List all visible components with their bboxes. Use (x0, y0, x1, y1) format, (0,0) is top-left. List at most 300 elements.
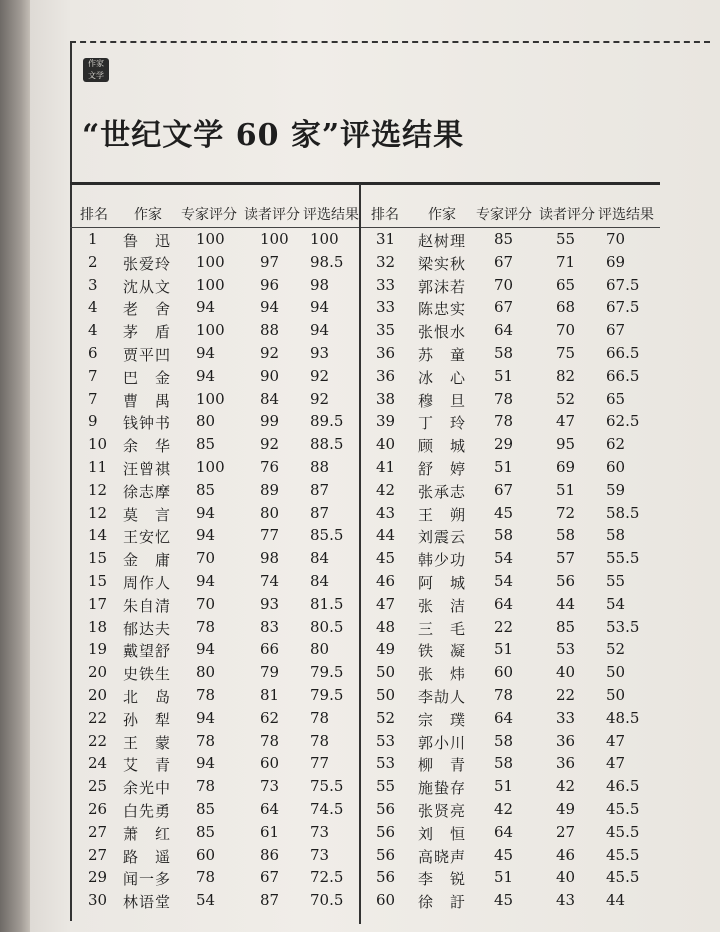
left-cell-rank: 25 (88, 777, 108, 796)
left-cell-reader: 84 (260, 389, 280, 408)
left-cell-result: 70.5 (310, 891, 344, 910)
left-cell-expert: 94 (196, 754, 216, 773)
left-cell-reader: 92 (260, 344, 280, 362)
right-cell-expert: 64 (494, 594, 514, 613)
left-cell-author: 王 蒙 (123, 733, 172, 752)
right-cell-expert: 22 (494, 617, 514, 636)
right-cell-rank: 41 (376, 458, 396, 476)
right-cell-result: 53.5 (606, 617, 640, 636)
right-cell-expert: 67 (494, 298, 514, 317)
left-cell-author: 钱钟书 (123, 414, 172, 433)
right-cell-rank: 33 (376, 275, 396, 294)
left-cell-expert: 60 (196, 845, 216, 864)
left-cell-author: 巴 金 (123, 368, 172, 387)
left-cell-rank: 22 (88, 731, 108, 750)
right-cell-result: 54 (606, 594, 626, 613)
right-cell-author: 苏 童 (418, 346, 467, 364)
left-cell-author: 北 岛 (123, 688, 172, 706)
right-cell-expert: 78 (494, 412, 514, 431)
left-cell-reader: 94 (260, 298, 280, 317)
right-cell-expert: 78 (494, 686, 514, 704)
left-cell-author: 老 舍 (123, 300, 172, 319)
left-cell-rank: 14 (88, 526, 108, 545)
right-cell-result: 50 (606, 663, 626, 682)
right-cell-result: 66.5 (606, 366, 640, 385)
left-cell-reader: 92 (260, 435, 280, 454)
table-top-rule (70, 182, 660, 185)
right-cell-author: 铁 凝 (418, 642, 467, 661)
right-cell-author: 韩少功 (418, 551, 467, 570)
right-cell-result: 58 (606, 526, 626, 545)
left-cell-author: 林语堂 (123, 893, 172, 912)
left-header-rank: 排名 (80, 207, 108, 223)
left-cell-expert: 85 (196, 480, 216, 499)
left-cell-expert: 80 (196, 412, 216, 431)
right-cell-expert: 70 (494, 275, 514, 294)
right-cell-result: 45.5 (606, 822, 640, 841)
left-cell-result: 79.5 (310, 663, 344, 682)
left-cell-author: 张爱玲 (123, 254, 172, 273)
right-cell-reader: 44 (556, 594, 576, 613)
left-cell-result: 84 (310, 572, 330, 590)
right-cell-expert: 54 (494, 572, 514, 590)
header-rule (70, 227, 660, 228)
right-cell-reader: 70 (556, 321, 576, 340)
left-cell-reader: 78 (260, 731, 280, 750)
right-cell-result: 47 (606, 731, 626, 750)
left-cell-reader: 61 (260, 822, 280, 841)
right-cell-expert: 67 (494, 252, 514, 271)
right-cell-author: 张承志 (418, 482, 467, 501)
left-cell-expert: 70 (196, 594, 216, 613)
left-cell-reader: 79 (260, 663, 280, 682)
page-title: “世纪文学 60 家”评选结果 (82, 118, 465, 153)
left-cell-reader: 100 (260, 230, 289, 248)
left-cell-reader: 83 (260, 617, 280, 636)
right-cell-result: 55 (606, 572, 626, 590)
left-cell-result: 92 (310, 366, 330, 385)
right-cell-reader: 69 (556, 458, 576, 476)
book-spine (0, 0, 30, 932)
right-cell-reader: 95 (556, 435, 576, 454)
column-divider (359, 184, 361, 924)
left-cell-author: 白先勇 (123, 802, 172, 820)
right-cell-result: 62.5 (606, 412, 640, 431)
left-cell-expert: 94 (196, 344, 216, 362)
right-cell-author: 施蛰存 (418, 779, 467, 798)
right-cell-rank: 43 (376, 503, 396, 522)
dashed-top-border (70, 41, 710, 43)
publisher-logo: 作家 文学 (83, 58, 109, 82)
left-cell-reader: 60 (260, 754, 280, 773)
left-cell-expert: 85 (196, 822, 216, 841)
right-cell-author: 张 炜 (418, 665, 467, 684)
right-cell-rank: 53 (376, 754, 396, 773)
right-cell-rank: 38 (376, 389, 396, 408)
left-cell-author: 鲁 迅 (123, 232, 172, 250)
left-cell-rank: 15 (88, 572, 108, 590)
left-header-author: 作家 (134, 207, 162, 223)
right-cell-rank: 36 (376, 366, 396, 385)
right-cell-author: 徐 訏 (418, 893, 467, 912)
right-cell-reader: 58 (556, 526, 576, 545)
right-cell-expert: 51 (494, 458, 514, 476)
right-cell-rank: 32 (376, 252, 396, 271)
left-cell-author: 王安忆 (123, 528, 172, 547)
right-header-result: 评选结果 (598, 207, 654, 223)
left-cell-expert: 78 (196, 686, 216, 704)
right-cell-reader: 22 (556, 686, 576, 704)
left-cell-rank: 10 (88, 435, 108, 454)
left-cell-expert: 100 (196, 458, 225, 476)
left-cell-reader: 66 (260, 640, 280, 659)
left-cell-reader: 81 (260, 686, 280, 704)
left-cell-expert: 100 (196, 389, 225, 408)
left-cell-result: 88.5 (310, 435, 344, 454)
left-cell-reader: 74 (260, 572, 280, 590)
left-cell-reader: 90 (260, 366, 280, 385)
left-cell-expert: 78 (196, 731, 216, 750)
right-cell-rank: 50 (376, 686, 396, 704)
left-cell-author: 路 遥 (123, 847, 172, 866)
right-cell-result: 52 (606, 640, 626, 659)
right-cell-reader: 33 (556, 708, 576, 727)
left-cell-expert: 78 (196, 617, 216, 636)
left-cell-result: 79.5 (310, 686, 344, 704)
right-cell-author: 郭沫若 (418, 277, 467, 296)
left-cell-rank: 4 (88, 321, 98, 340)
left-cell-author: 沈从文 (123, 277, 172, 296)
left-cell-rank: 20 (88, 686, 108, 704)
left-cell-rank: 15 (88, 549, 108, 568)
right-header-reader: 读者评分 (539, 207, 595, 223)
left-cell-rank: 1 (88, 230, 98, 248)
left-cell-result: 94 (310, 321, 330, 340)
left-cell-expert: 94 (196, 526, 216, 545)
left-cell-author: 茅 盾 (123, 323, 172, 342)
right-cell-result: 48.5 (606, 708, 640, 727)
left-cell-author: 徐志摩 (123, 482, 172, 501)
right-cell-reader: 27 (556, 822, 576, 841)
left-cell-expert: 70 (196, 549, 216, 568)
right-cell-reader: 57 (556, 549, 576, 568)
left-cell-author: 余光中 (123, 779, 172, 798)
left-cell-rank: 19 (88, 640, 108, 659)
left-cell-result: 88 (310, 458, 330, 476)
right-cell-rank: 56 (376, 800, 396, 818)
right-cell-reader: 72 (556, 503, 576, 522)
right-cell-author: 舒 婷 (418, 460, 467, 478)
left-cell-expert: 94 (196, 708, 216, 727)
left-cell-result: 94 (310, 298, 330, 317)
right-cell-reader: 85 (556, 617, 576, 636)
right-cell-expert: 51 (494, 366, 514, 385)
left-cell-result: 81.5 (310, 594, 344, 613)
left-cell-reader: 67 (260, 868, 280, 887)
left-cell-rank: 11 (88, 458, 108, 476)
left-cell-reader: 86 (260, 845, 280, 864)
right-cell-expert: 45 (494, 845, 514, 864)
left-cell-reader: 77 (260, 526, 280, 545)
left-header-reader: 读者评分 (244, 207, 300, 223)
left-cell-expert: 94 (196, 572, 216, 590)
right-cell-rank: 53 (376, 731, 396, 750)
left-cell-expert: 54 (196, 891, 216, 910)
right-cell-result: 44 (606, 891, 626, 910)
left-cell-result: 80.5 (310, 617, 344, 636)
right-cell-expert: 67 (494, 480, 514, 499)
left-cell-rank: 22 (88, 708, 108, 727)
left-cell-author: 周作人 (123, 574, 172, 592)
right-cell-expert: 85 (494, 230, 514, 248)
right-cell-reader: 46 (556, 845, 576, 864)
right-cell-rank: 45 (376, 549, 396, 568)
right-cell-author: 柳 青 (418, 756, 467, 775)
right-cell-rank: 55 (376, 777, 396, 796)
left-cell-result: 93 (310, 344, 330, 362)
right-cell-reader: 36 (556, 754, 576, 773)
right-cell-rank: 56 (376, 868, 396, 887)
right-cell-result: 60 (606, 458, 626, 476)
right-cell-rank: 49 (376, 640, 396, 659)
left-cell-rank: 27 (88, 822, 108, 841)
left-cell-expert: 85 (196, 800, 216, 818)
right-cell-author: 李 锐 (418, 870, 467, 889)
left-cell-reader: 97 (260, 252, 280, 271)
right-cell-author: 张 洁 (418, 596, 467, 615)
right-cell-result: 65 (606, 389, 626, 408)
left-cell-rank: 3 (88, 275, 98, 294)
right-cell-rank: 33 (376, 298, 396, 317)
right-cell-result: 62 (606, 435, 626, 454)
right-cell-result: 45.5 (606, 868, 640, 887)
left-cell-reader: 64 (260, 800, 280, 818)
right-cell-result: 45.5 (606, 800, 640, 818)
right-cell-rank: 60 (376, 891, 396, 910)
left-cell-expert: 80 (196, 663, 216, 682)
left-cell-rank: 7 (88, 366, 98, 385)
right-cell-author: 刘震云 (418, 528, 467, 547)
right-cell-author: 顾 城 (418, 437, 467, 456)
left-cell-author: 艾 青 (123, 756, 172, 775)
right-cell-result: 50 (606, 686, 626, 704)
left-cell-result: 87 (310, 503, 330, 522)
right-cell-result: 70 (606, 230, 626, 248)
left-cell-rank: 12 (88, 503, 108, 522)
left-cell-result: 73 (310, 822, 330, 841)
right-cell-expert: 64 (494, 708, 514, 727)
left-cell-author: 郁达夫 (123, 619, 172, 638)
right-cell-expert: 58 (494, 344, 514, 362)
left-cell-rank: 30 (88, 891, 108, 910)
right-cell-author: 郭小川 (418, 733, 467, 752)
left-cell-rank: 12 (88, 480, 108, 499)
right-cell-expert: 58 (494, 731, 514, 750)
left-cell-expert: 100 (196, 321, 225, 340)
left-cell-author: 萧 红 (123, 824, 172, 843)
left-cell-reader: 99 (260, 412, 280, 431)
right-cell-expert: 58 (494, 526, 514, 545)
right-cell-rank: 44 (376, 526, 396, 545)
right-cell-reader: 71 (556, 252, 576, 271)
left-cell-expert: 94 (196, 503, 216, 522)
right-cell-result: 46.5 (606, 777, 640, 796)
left-cell-expert: 94 (196, 366, 216, 385)
right-cell-result: 69 (606, 252, 626, 271)
left-cell-rank: 4 (88, 298, 98, 317)
left-cell-reader: 62 (260, 708, 280, 727)
left-cell-rank: 2 (88, 252, 98, 271)
right-cell-expert: 42 (494, 800, 514, 818)
left-cell-expert: 78 (196, 777, 216, 796)
left-cell-expert: 100 (196, 230, 225, 248)
right-cell-author: 刘 恒 (418, 824, 467, 843)
right-cell-expert: 78 (494, 389, 514, 408)
left-cell-expert: 94 (196, 640, 216, 659)
left-cell-rank: 26 (88, 800, 108, 818)
right-cell-result: 47 (606, 754, 626, 773)
left-cell-expert: 85 (196, 435, 216, 454)
left-cell-reader: 88 (260, 321, 280, 340)
left-cell-reader: 87 (260, 891, 280, 910)
right-cell-author: 三 毛 (418, 619, 467, 638)
left-cell-rank: 29 (88, 868, 108, 887)
left-cell-result: 89.5 (310, 412, 344, 431)
right-cell-reader: 51 (556, 480, 576, 499)
right-cell-result: 58.5 (606, 503, 640, 522)
right-cell-expert: 45 (494, 503, 514, 522)
right-header-expert: 专家评分 (476, 207, 532, 223)
left-cell-result: 92 (310, 389, 330, 408)
left-cell-expert: 94 (196, 298, 216, 317)
left-cell-reader: 98 (260, 549, 280, 568)
right-cell-result: 59 (606, 480, 626, 499)
left-border (70, 41, 72, 921)
left-cell-author: 贾平凹 (123, 346, 172, 364)
left-cell-author: 孙 犁 (123, 710, 172, 729)
right-cell-rank: 35 (376, 321, 396, 340)
right-cell-reader: 42 (556, 777, 576, 796)
left-cell-result: 75.5 (310, 777, 344, 796)
right-cell-rank: 42 (376, 480, 396, 499)
right-cell-expert: 51 (494, 777, 514, 796)
right-cell-reader: 40 (556, 663, 576, 682)
right-cell-author: 高晓声 (418, 847, 467, 866)
left-cell-author: 史铁生 (123, 665, 172, 684)
right-cell-expert: 29 (494, 435, 514, 454)
right-cell-rank: 52 (376, 708, 396, 727)
right-cell-expert: 51 (494, 868, 514, 887)
right-cell-reader: 82 (556, 366, 576, 385)
right-cell-rank: 56 (376, 845, 396, 864)
left-cell-result: 73 (310, 845, 330, 864)
right-cell-author: 冰 心 (418, 368, 467, 387)
right-cell-result: 55.5 (606, 549, 640, 568)
right-cell-result: 45.5 (606, 845, 640, 864)
left-cell-author: 曹 禺 (123, 391, 172, 410)
right-cell-rank: 40 (376, 435, 396, 454)
right-cell-rank: 36 (376, 344, 396, 362)
right-cell-reader: 43 (556, 891, 576, 910)
left-cell-rank: 7 (88, 389, 98, 408)
left-cell-result: 84 (310, 549, 330, 568)
right-cell-author: 阿 城 (418, 574, 467, 592)
right-cell-expert: 45 (494, 891, 514, 910)
left-cell-reader: 73 (260, 777, 280, 796)
left-header-expert: 专家评分 (181, 207, 237, 223)
right-cell-author: 宗 璞 (418, 710, 467, 729)
left-cell-reader: 96 (260, 275, 280, 294)
left-cell-result: 78 (310, 731, 330, 750)
right-cell-expert: 64 (494, 321, 514, 340)
left-cell-result: 98.5 (310, 252, 344, 271)
left-cell-result: 80 (310, 640, 330, 659)
left-cell-rank: 20 (88, 663, 108, 682)
right-cell-author: 陈忠实 (418, 300, 467, 319)
left-cell-rank: 17 (88, 594, 108, 613)
left-cell-author: 闻一多 (123, 870, 172, 889)
left-cell-author: 金 庸 (123, 551, 172, 570)
left-cell-reader: 89 (260, 480, 280, 499)
right-cell-author: 梁实秋 (418, 254, 467, 273)
right-cell-result: 67.5 (606, 275, 640, 294)
left-cell-result: 85.5 (310, 526, 344, 545)
right-cell-reader: 53 (556, 640, 576, 659)
left-cell-result: 72.5 (310, 868, 344, 887)
right-cell-reader: 40 (556, 868, 576, 887)
right-cell-reader: 75 (556, 344, 576, 362)
left-cell-result: 78 (310, 708, 330, 727)
right-cell-rank: 50 (376, 663, 396, 682)
right-cell-rank: 46 (376, 572, 396, 590)
right-cell-reader: 56 (556, 572, 576, 590)
right-cell-rank: 39 (376, 412, 396, 431)
right-cell-author: 穆 旦 (418, 391, 467, 410)
left-cell-result: 77 (310, 754, 330, 773)
right-cell-reader: 36 (556, 731, 576, 750)
right-header-author: 作家 (428, 207, 456, 223)
left-cell-rank: 18 (88, 617, 108, 636)
left-cell-reader: 93 (260, 594, 280, 613)
left-cell-author: 汪曾祺 (123, 460, 172, 478)
right-cell-rank: 56 (376, 822, 396, 841)
left-cell-rank: 24 (88, 754, 108, 773)
right-cell-reader: 65 (556, 275, 576, 294)
right-cell-expert: 60 (494, 663, 514, 682)
right-cell-expert: 54 (494, 549, 514, 568)
left-cell-result: 98 (310, 275, 330, 294)
right-cell-rank: 48 (376, 617, 396, 636)
right-cell-author: 王 朔 (418, 505, 467, 524)
right-cell-rank: 31 (376, 230, 396, 248)
left-cell-reader: 80 (260, 503, 280, 522)
left-cell-rank: 6 (88, 344, 98, 362)
right-cell-reader: 55 (556, 230, 576, 248)
left-cell-reader: 76 (260, 458, 280, 476)
right-cell-result: 67 (606, 321, 626, 340)
right-cell-author: 丁 玲 (418, 414, 467, 433)
right-cell-expert: 64 (494, 822, 514, 841)
left-cell-result: 100 (310, 230, 339, 248)
right-cell-author: 赵树理 (418, 232, 467, 250)
left-cell-result: 87 (310, 480, 330, 499)
right-cell-rank: 47 (376, 594, 396, 613)
left-cell-author: 朱自清 (123, 596, 172, 615)
left-cell-author: 戴望舒 (123, 642, 172, 661)
left-cell-rank: 9 (88, 412, 98, 431)
right-cell-reader: 68 (556, 298, 576, 317)
right-cell-expert: 58 (494, 754, 514, 773)
